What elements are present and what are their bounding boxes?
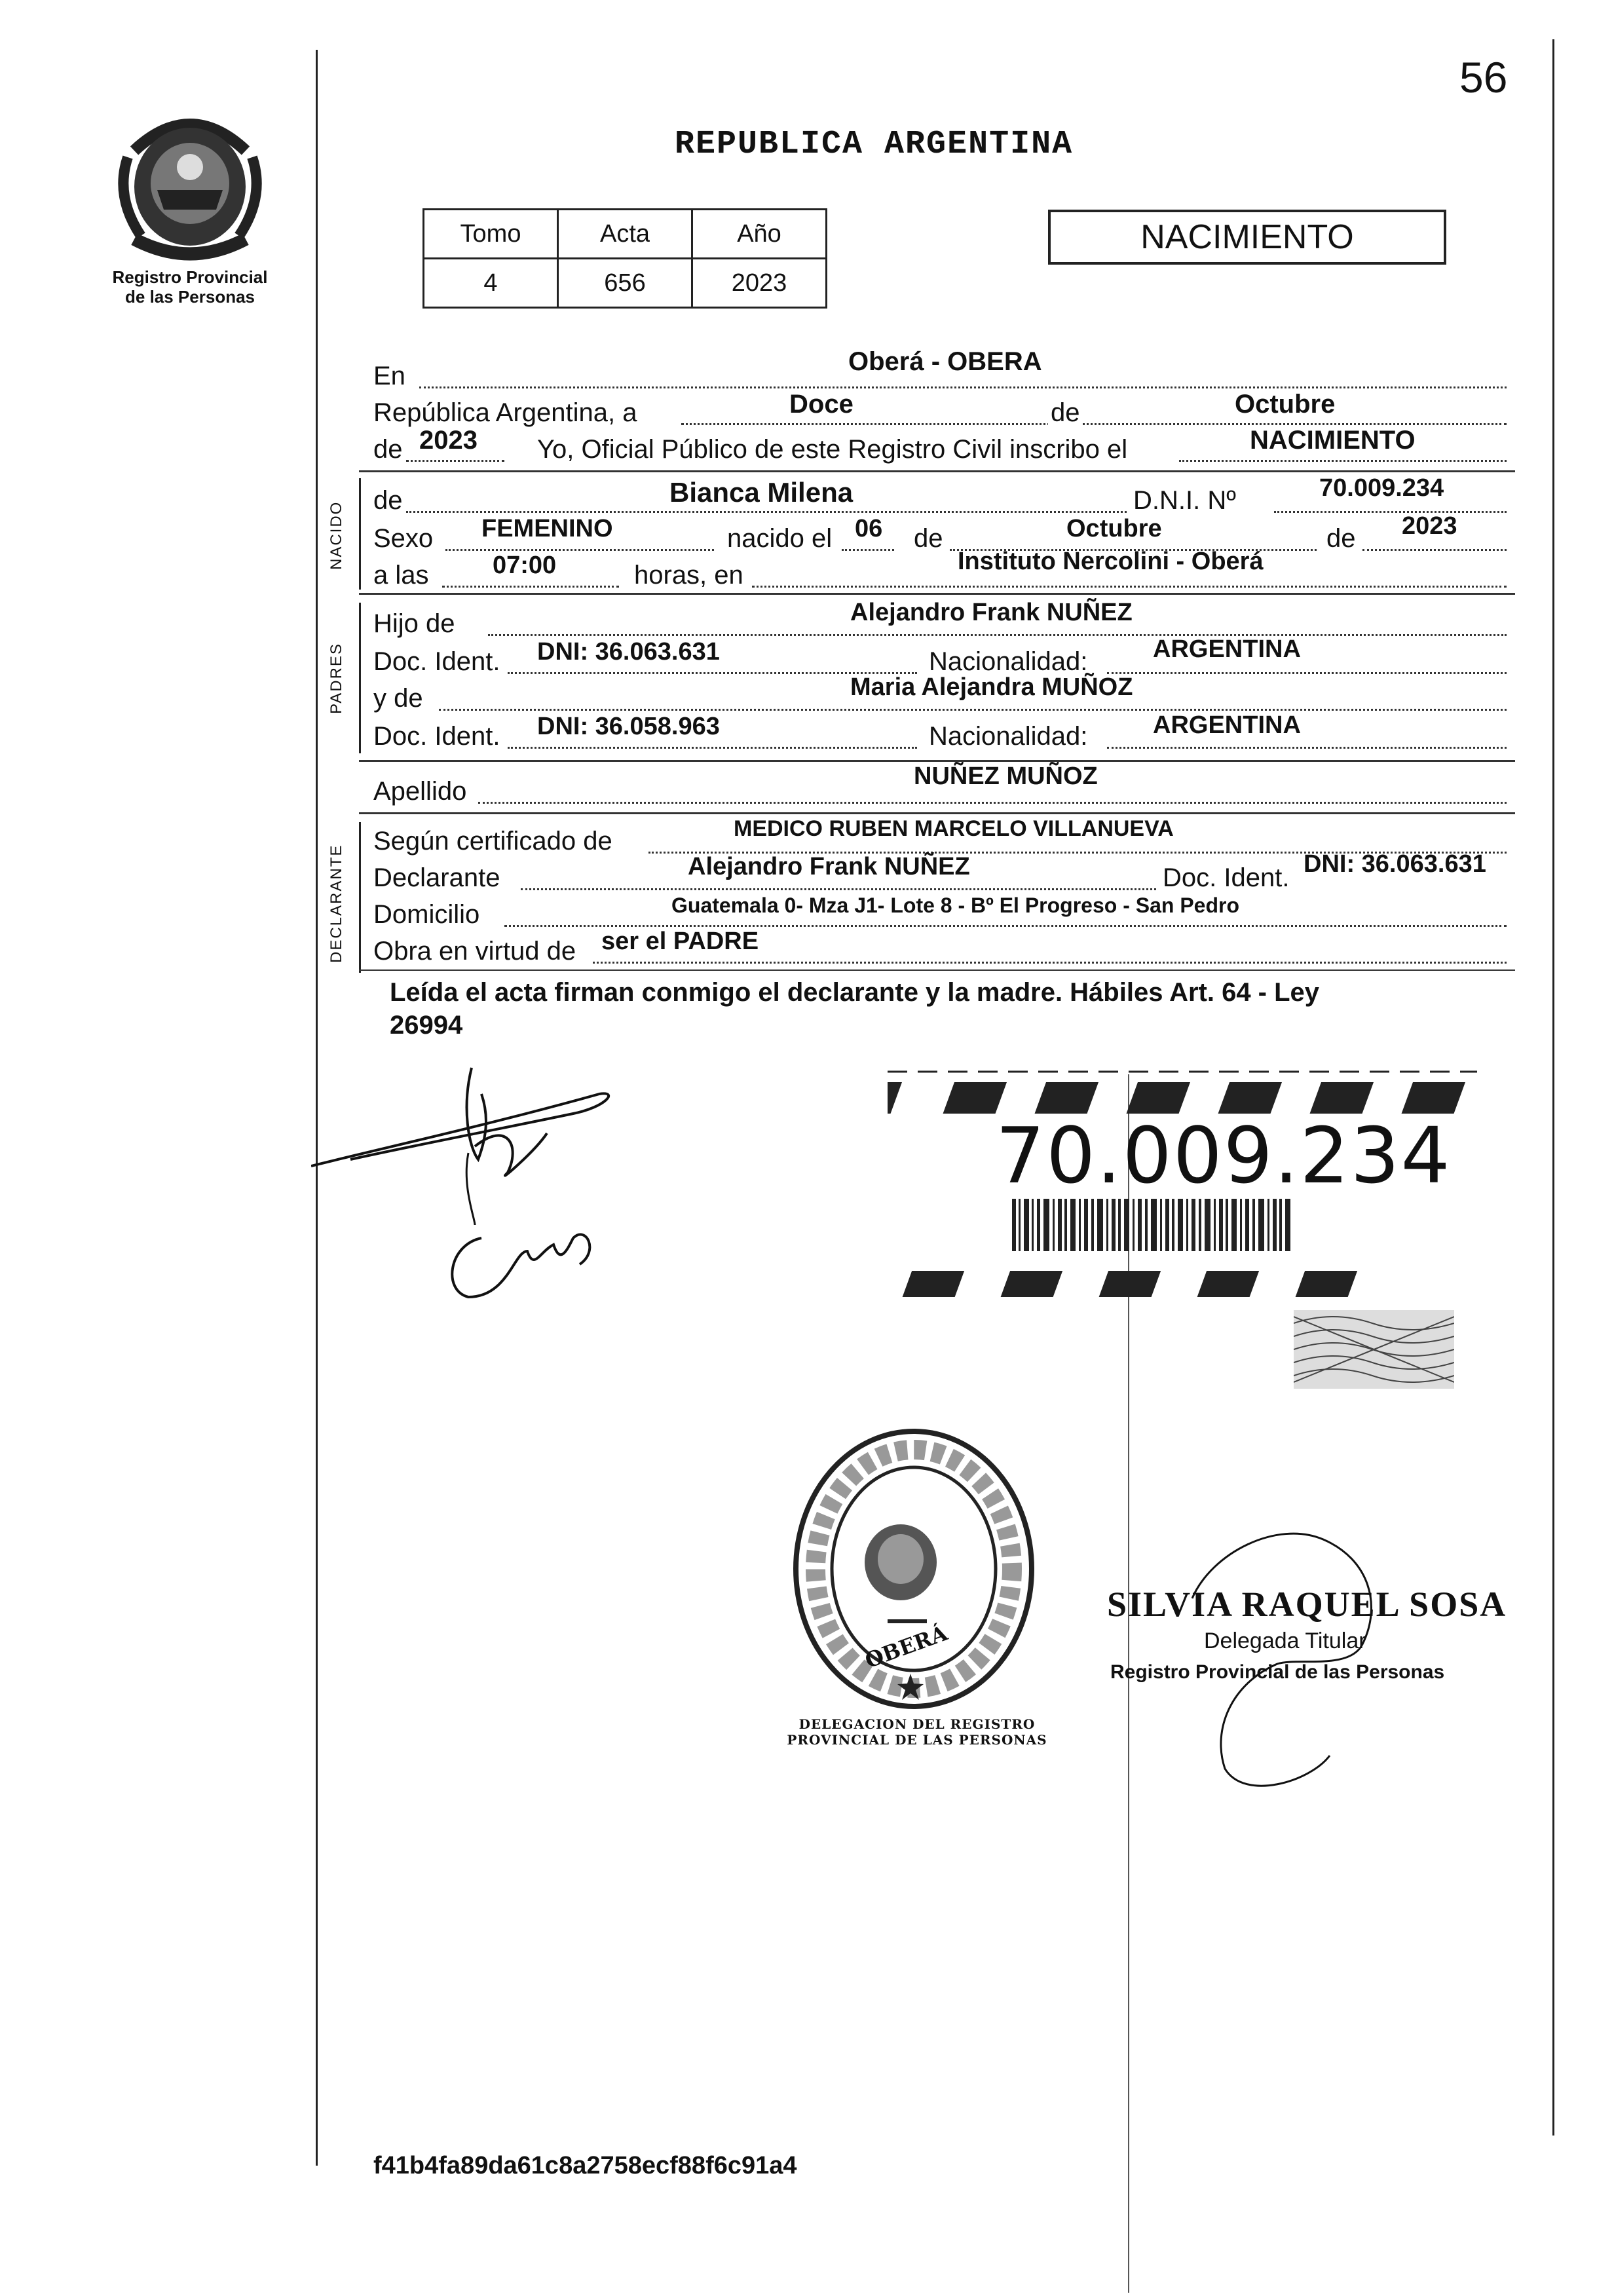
declarante-doc-label: Doc. Ident. (1163, 863, 1290, 892)
birth-day-value: 06 (855, 515, 883, 542)
declarante-section-label: DECLARANTE (328, 844, 345, 963)
sexo-dots (445, 549, 714, 551)
birth-place-value: Instituto Nercolini - Oberá (958, 548, 1264, 575)
act-type-dots (1179, 460, 1507, 462)
en-dots (419, 386, 1507, 388)
birth-time-value: 07:00 (493, 552, 557, 579)
birth-year-dots (1362, 549, 1507, 551)
official-role: Delegada Titular (1204, 1628, 1366, 1653)
document-type-box: NACIMIENTO (1048, 210, 1446, 265)
declarante-signature (311, 1055, 652, 1330)
child-dni-value: 70.009.234 (1319, 474, 1444, 502)
mother-nat-dots (1107, 747, 1507, 749)
declarante-dots (521, 888, 1156, 890)
nacido-de-label: de (373, 486, 403, 515)
father-doc-value: DNI: 36.063.631 (537, 638, 720, 666)
birth-de-label-2: de (1326, 524, 1356, 553)
divider-2 (359, 593, 1515, 595)
mother-doc-label: Doc. Ident. (373, 722, 500, 751)
misiones-logo (108, 105, 272, 262)
father-nat-dots (1107, 672, 1507, 674)
document-hash: f41b4fa89da61c8a2758ecf88f6c91a4 (373, 2152, 797, 2179)
official-stamp (789, 1425, 1038, 1713)
republica-label: República Argentina, a (373, 398, 637, 427)
obra-label: Obra en virtud de (373, 937, 576, 966)
divider-3 (359, 760, 1515, 762)
domicilio-value: Guatemala 0- Mza J1- Lote 8 - Bº El Progreso - San Pedro (671, 894, 1240, 917)
year-prefix-label: de (373, 435, 403, 464)
sexo-label: Sexo (373, 524, 434, 553)
divider-1 (359, 470, 1515, 472)
y-de-label: y de (373, 684, 423, 713)
birth-month-value: Octubre (1066, 515, 1162, 542)
mother-doc-value: DNI: 36.058.963 (537, 713, 720, 740)
nacido-section-label: NACIDO (328, 500, 345, 570)
sexo-value: FEMENINO (481, 515, 613, 542)
apellido-value: NUÑEZ MUÑOZ (914, 762, 1098, 790)
horas-label: horas, en (634, 561, 743, 590)
obra-value: ser el PADRE (601, 928, 759, 955)
official-name: SILVIA RAQUEL SOSA (1107, 1585, 1507, 1624)
hijo-de-label: Hijo de (373, 609, 455, 638)
dni-label: D.N.I. Nº (1133, 486, 1236, 515)
padres-section-label: PADRES (328, 643, 345, 714)
father-name-value: Alejandro Frank NUÑEZ (850, 599, 1133, 626)
padres-bracket (359, 603, 361, 753)
obra-dots (593, 962, 1507, 964)
declarante-bracket (359, 822, 361, 973)
value-tomo: 4 (424, 259, 558, 308)
header-anio: Año (692, 210, 827, 259)
certificado-value: MEDICO RUBEN MARCELO VILLANUEVA (734, 816, 1174, 841)
name-dots (406, 511, 1127, 513)
country-title: REPUBLICA ARGENTINA (675, 126, 1074, 163)
declarante-name-value: Alejandro Frank NUÑEZ (688, 853, 970, 880)
stamp-outer-text: DELEGACION DEL REGISTRO PROVINCIAL DE LAS PERSONAS (787, 1716, 1047, 1748)
month-value: Octubre (1235, 390, 1336, 419)
certificado-label: Según certificado de (373, 827, 612, 856)
apellido-label: Apellido (373, 777, 467, 806)
year-dots (406, 460, 504, 462)
father-dots (488, 634, 1507, 636)
year-value: 2023 (419, 426, 478, 455)
header-acta: Acta (558, 210, 692, 259)
act-type-value: NACIMIENTO (1250, 426, 1416, 455)
mother-name-value: Maria Alejandra MUÑOZ (850, 673, 1133, 701)
value-acta: 656 (558, 259, 692, 308)
birth-year-value: 2023 (1402, 512, 1457, 540)
mother-nationality-label: Nacionalidad: (929, 722, 1088, 751)
mother-nationality-value: ARGENTINA (1153, 711, 1301, 739)
header-tomo: Tomo (424, 210, 558, 259)
declarante-doc-value: DNI: 36.063.631 (1304, 850, 1486, 878)
en-label: En (373, 362, 405, 390)
father-doc-label: Doc. Ident. (373, 647, 500, 676)
logo-caption-line1: Registro Provincial (112, 267, 268, 287)
right-margin-line (1552, 39, 1554, 2136)
reference-table-value-row (424, 259, 827, 308)
de-label-1: de (1048, 398, 1083, 428)
dni-dots (1274, 511, 1507, 513)
father-nationality-value: ARGENTINA (1153, 635, 1301, 663)
birth-de-label: de (914, 524, 943, 553)
divider-4 (359, 812, 1515, 814)
nacido-bracket (359, 478, 361, 590)
day-words-value: Doce (789, 390, 854, 419)
apellido-dots (478, 802, 1507, 804)
nacido-el-label: nacido el (727, 524, 833, 553)
page-number: 56 (1459, 53, 1508, 102)
divider-5 (359, 969, 1515, 971)
official-office: Registro Provincial de las Personas (1110, 1661, 1445, 1683)
day-dots (842, 549, 894, 551)
dni-sticker-number: 70.009.234 (996, 1110, 1452, 1201)
domicilio-dots (504, 925, 1507, 927)
closing-line-2: 26994 (390, 1011, 463, 1040)
value-anio: 2023 (692, 259, 827, 308)
logo-caption-line2: de las Personas (125, 287, 255, 307)
time-dots (442, 586, 619, 588)
mother-doc-dots (508, 747, 917, 749)
republica-dots (681, 423, 1507, 425)
security-hologram (1294, 1310, 1454, 1389)
child-name-value: Bianca Milena (669, 477, 854, 508)
logo-caption (92, 267, 288, 307)
mother-dots (439, 709, 1507, 711)
a-las-label: a las (373, 561, 429, 590)
reference-table-header-row (424, 210, 827, 259)
closing-line-1: Leída el acta firman conmigo el declarante y la madre. Hábiles Art. 64 - Ley (390, 978, 1320, 1007)
birth-place-dots (752, 586, 1507, 588)
official-text: Yo, Oficial Público de este Registro Civil inscribo el (537, 435, 1128, 464)
closing-paragraph (390, 976, 1516, 1042)
domicilio-label: Domicilio (373, 900, 480, 929)
reference-table (422, 208, 827, 309)
stamp-inner-text: OBERÁ (861, 1620, 951, 1674)
father-nationality-label: Nacionalidad: (929, 647, 1088, 676)
declarante-label: Declarante (373, 863, 500, 892)
place-value: Oberá - OBERA (848, 347, 1042, 376)
